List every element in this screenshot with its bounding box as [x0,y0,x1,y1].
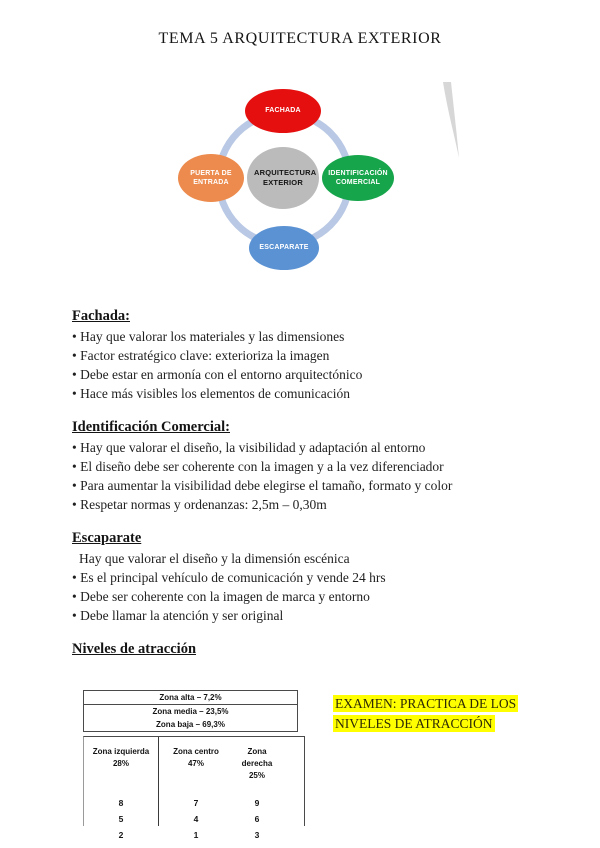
table-cell: 6 [254,814,260,824]
node-label: IDENTIFICACIÓN COMERCIAL [328,169,388,186]
exam-note-line [333,714,518,733]
table-cell: 7 [193,798,199,808]
column-header [234,746,280,782]
diagram-node-center [247,147,319,209]
vertical-zones-table [83,736,305,840]
diagram-node-fachada [245,89,321,133]
section-fachada [72,306,552,403]
table-cell: 4 [193,814,199,824]
table-cell: 3 [254,830,260,840]
diagram-node-escaparate [249,226,319,270]
section-heading: Identificación Comercial: [72,419,230,435]
exam-note-line [333,694,518,713]
section-identificacion-comercial [72,417,552,514]
column-divider [158,737,159,826]
section-heading: Niveles de atracción [72,641,197,657]
document-body [72,306,552,674]
highlighted-text: NIVELES DE ATRACCIÓN [335,716,493,731]
bullet-item: • Hace más visibles los elementos de comunicación [72,386,351,401]
diagram-node-identificacion-comercial [322,155,394,201]
zone-label: Zona centro [173,747,219,756]
bullet-item: • Es el principal vehículo de comunicación y vende 24 hrs [72,570,386,585]
zone-value: 28% [112,759,129,768]
table-cell: 9 [254,798,260,808]
column-header [84,746,158,782]
table-row [84,796,304,812]
table-header-row [84,737,304,782]
bullet-item: • Para aumentar la visibilidad debe elegirse el tamaño, formato y color [72,478,453,493]
table-row: Zona baja – 69,3% [156,720,225,729]
section-heading: Fachada: [72,308,130,324]
bullet-item: • El diseño debe ser coherente con la imagen y a la vez diferenciador [72,459,444,474]
bullet-item: • Debe llamar la atención y ser original [72,608,284,623]
table-cell: 2 [118,830,124,840]
table-cell: 5 [118,814,124,824]
node-label: FACHADA [265,107,301,115]
table-row [84,828,304,844]
exam-note [333,694,518,734]
table-number-grid [84,796,304,844]
bullet-item: • Respetar normas y ordenanzas: 2,5m – 0,30m [72,497,327,512]
diagram-node-puerta-de-entrada [178,154,244,202]
text-item: Hay que valorar el diseño y la dimensión escénica [79,551,350,566]
page-title: TEMA 5 ARQUITECTURA EXTERIOR [158,30,442,47]
bullet-item: • Factor estratégico clave: exterioriza la imagen [72,348,330,363]
table-cell: 1 [193,830,199,840]
table-row: Zona alta – 7,2% [84,691,297,705]
bullet-item: • Debe ser coherente con la imagen de marca y entorno [72,589,370,604]
section-escaparate [72,528,552,625]
zone-label: Zona derecha [241,747,273,768]
bullet-item: • Hay que valorar los materiales y las dimensiones [72,329,345,344]
zone-value: 25% [248,771,265,780]
table-row: Zona media – 23,5% [152,707,229,716]
highlighted-text: EXAMEN: PRACTICA DE LOS [335,696,517,711]
column-header [158,746,234,782]
table-row [84,812,304,828]
node-label: PUERTA DE ENTRADA [190,169,232,186]
bullet-item: • Hay que valorar el diseño, la visibilidad y adaptación al entorno [72,440,426,455]
bullet-item: • Debe estar en armonía con el entorno arquitectónico [72,367,363,382]
section-heading: Escaparate [72,530,142,546]
node-label: ESCAPARATE [259,244,309,252]
node-label: ARQUITECTURA EXTERIOR [254,168,317,187]
zone-label: Zona izquierda [92,747,150,756]
horizontal-zones-table [83,690,298,732]
page-curl-decoration [432,78,464,162]
section-niveles-de-atraccion [72,639,552,660]
table-cell: 8 [118,798,124,808]
zone-value: 47% [187,759,204,768]
